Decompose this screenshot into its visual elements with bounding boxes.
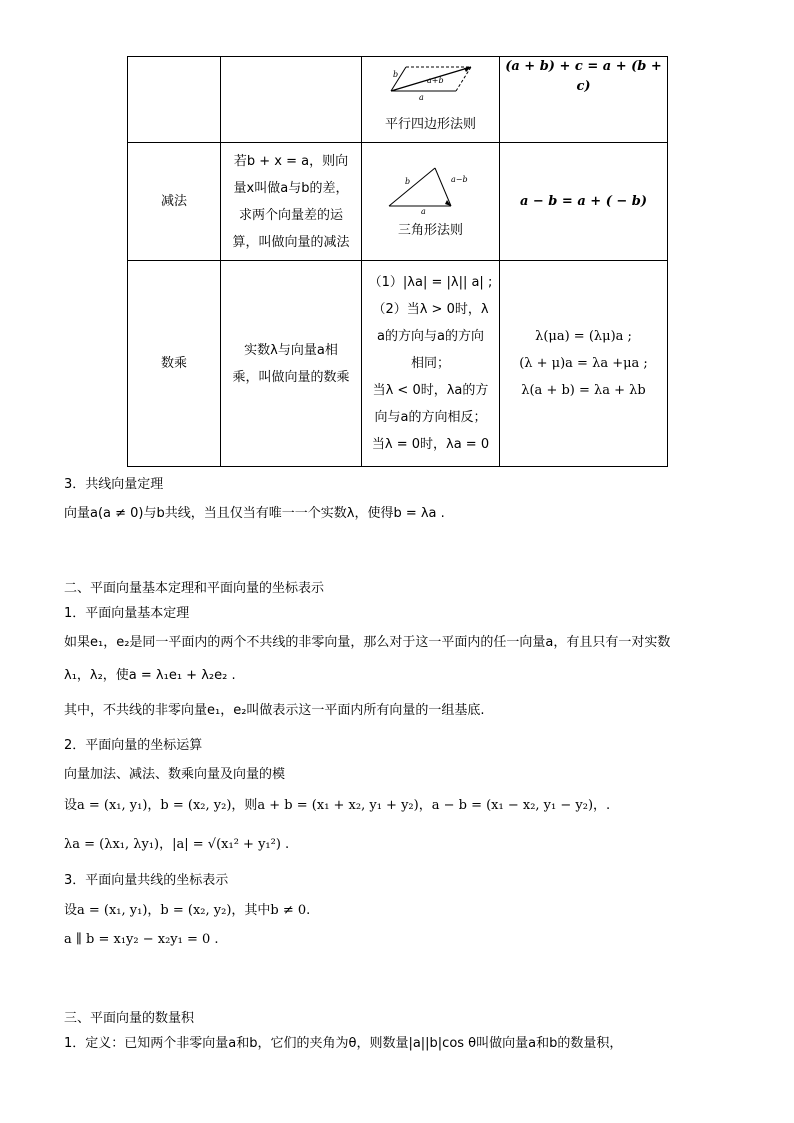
mul-law-line: λ(μa) = (λμ)a ; bbox=[535, 329, 632, 344]
mul-rule-line: 当λ < 0时，λa的方 bbox=[372, 383, 489, 398]
formula-line: λ₁，λ₂，使a = λ₁e₁ + λ₂e₂ . bbox=[64, 668, 236, 683]
paragraph: 如果e₁，e₂是同一平面内的两个不共线的非零向量，那么对于这一平面内的任一向量a，有且只有一对实数 bbox=[64, 635, 671, 650]
mul-rule-line: （1）|λa| = |λ|| a| ; bbox=[368, 275, 493, 290]
cell-mul-rules bbox=[362, 261, 500, 467]
paragraph: 1．定义：已知两个非零向量a和b，它们的夹角为θ，则数量|a||b|cos θ叫做向量a和b的数量积， bbox=[64, 1036, 623, 1051]
mul-rule-line: （2）当λ > 0时，λ bbox=[372, 302, 489, 317]
cell-add-name bbox=[128, 57, 221, 143]
label-a: a bbox=[420, 206, 426, 214]
subtraction-law: a − b = a + ( − b) bbox=[519, 194, 648, 209]
sub-def-line: 算，叫做向量的减法 bbox=[232, 234, 350, 250]
section-title: 二、平面向量基本定理和平面向量的坐标表示 bbox=[64, 581, 325, 596]
cell-mul-def bbox=[221, 261, 362, 467]
figure-caption: 三角形法则 bbox=[397, 222, 463, 238]
figure-caption: 平行四边形法则 bbox=[384, 117, 476, 132]
label-a: a bbox=[418, 93, 424, 101]
mul-rule-line: a的方向与a的方向 bbox=[377, 329, 484, 344]
cell-sub-figure bbox=[362, 143, 500, 261]
cell-mul-name: 数乘 bbox=[128, 261, 221, 467]
section-title: 三、平面向量的数量积 bbox=[64, 1011, 195, 1026]
cell-sub-name: 减法 bbox=[128, 143, 221, 261]
cell-sub-def bbox=[221, 143, 362, 261]
formula-line: λa = (λx₁, λy₁)，|a| = √(x₁² + y₁²) . bbox=[64, 837, 290, 852]
parallelogram-figure bbox=[381, 57, 481, 101]
paragraph: 向量加法、减法、数乘向量及向量的模 bbox=[64, 767, 286, 782]
formula-line: 设a = (x₁, y₁)，b = (x₂, y₂)，其中b ≠ 0. bbox=[64, 903, 311, 918]
triangle-figure bbox=[381, 162, 481, 214]
mul-rule-line: 相同； bbox=[410, 356, 450, 371]
mul-law-line: λ(a + b) = λa + λb bbox=[521, 383, 646, 398]
label-b: b bbox=[392, 70, 398, 79]
formula-line: a ∥ b = x₁y₂ − x₂y₁ = 0 . bbox=[64, 932, 219, 947]
paragraph: 其中，不共线的非零向量e₁，e₂叫做表示这一平面内所有向量的一组基底. bbox=[64, 703, 485, 718]
table-row-subtraction bbox=[128, 143, 668, 261]
sub-def-line: 若b + x = a，则向 bbox=[233, 153, 349, 169]
cell-add-def bbox=[221, 57, 362, 143]
vector-operations-table bbox=[127, 56, 668, 467]
cell-mul-laws bbox=[500, 261, 668, 467]
section-title: 2．平面向量的坐标运算 bbox=[64, 738, 203, 753]
mul-rule-line: 向与a的方向相反； bbox=[374, 410, 487, 425]
label-diff: a−b bbox=[450, 174, 468, 184]
section-title: 3．平面向量共线的坐标表示 bbox=[64, 873, 229, 888]
associative-law: (a + b) + c = a + (b + c) bbox=[505, 59, 662, 94]
mul-law-line: (λ + μ)a = λa +μa ; bbox=[519, 356, 648, 371]
table-row-scalar-mult bbox=[128, 261, 668, 467]
cell-sub-law bbox=[500, 143, 668, 261]
vector-diff-line bbox=[435, 168, 451, 206]
section-title: 3．共线向量定理 bbox=[64, 477, 164, 492]
mul-rule-line: 当λ = 0时，λa = 0 bbox=[371, 437, 490, 452]
label-b: b bbox=[404, 176, 410, 186]
paragraph: 向量a(a ≠ 0)与b共线，当且仅当有唯一一个实数λ，使得b = λa . bbox=[64, 506, 445, 521]
sub-def-line: 量x叫做a与b的差， bbox=[233, 180, 349, 196]
label-sum: a+b bbox=[426, 76, 444, 85]
mul-def-line: 乘，叫做向量的数乘 bbox=[232, 369, 350, 385]
formula-line: 设a = (x₁, y₁)，b = (x₂, y₂)，则a + b = (x₁ + x₂, y₁ + y₂)，a − b = (x₁ − x₂, y₁ − y₂)，. bbox=[64, 798, 611, 813]
cell-add-figure bbox=[362, 57, 500, 143]
mul-def-line: 实数λ与向量a相 bbox=[244, 342, 338, 358]
section-title: 1．平面向量基本定理 bbox=[64, 606, 190, 621]
vector-b-line bbox=[389, 168, 435, 206]
cell-add-law bbox=[500, 57, 668, 143]
table-row-addition bbox=[128, 57, 668, 143]
sub-def-line: 求两个向量差的运 bbox=[238, 207, 343, 223]
